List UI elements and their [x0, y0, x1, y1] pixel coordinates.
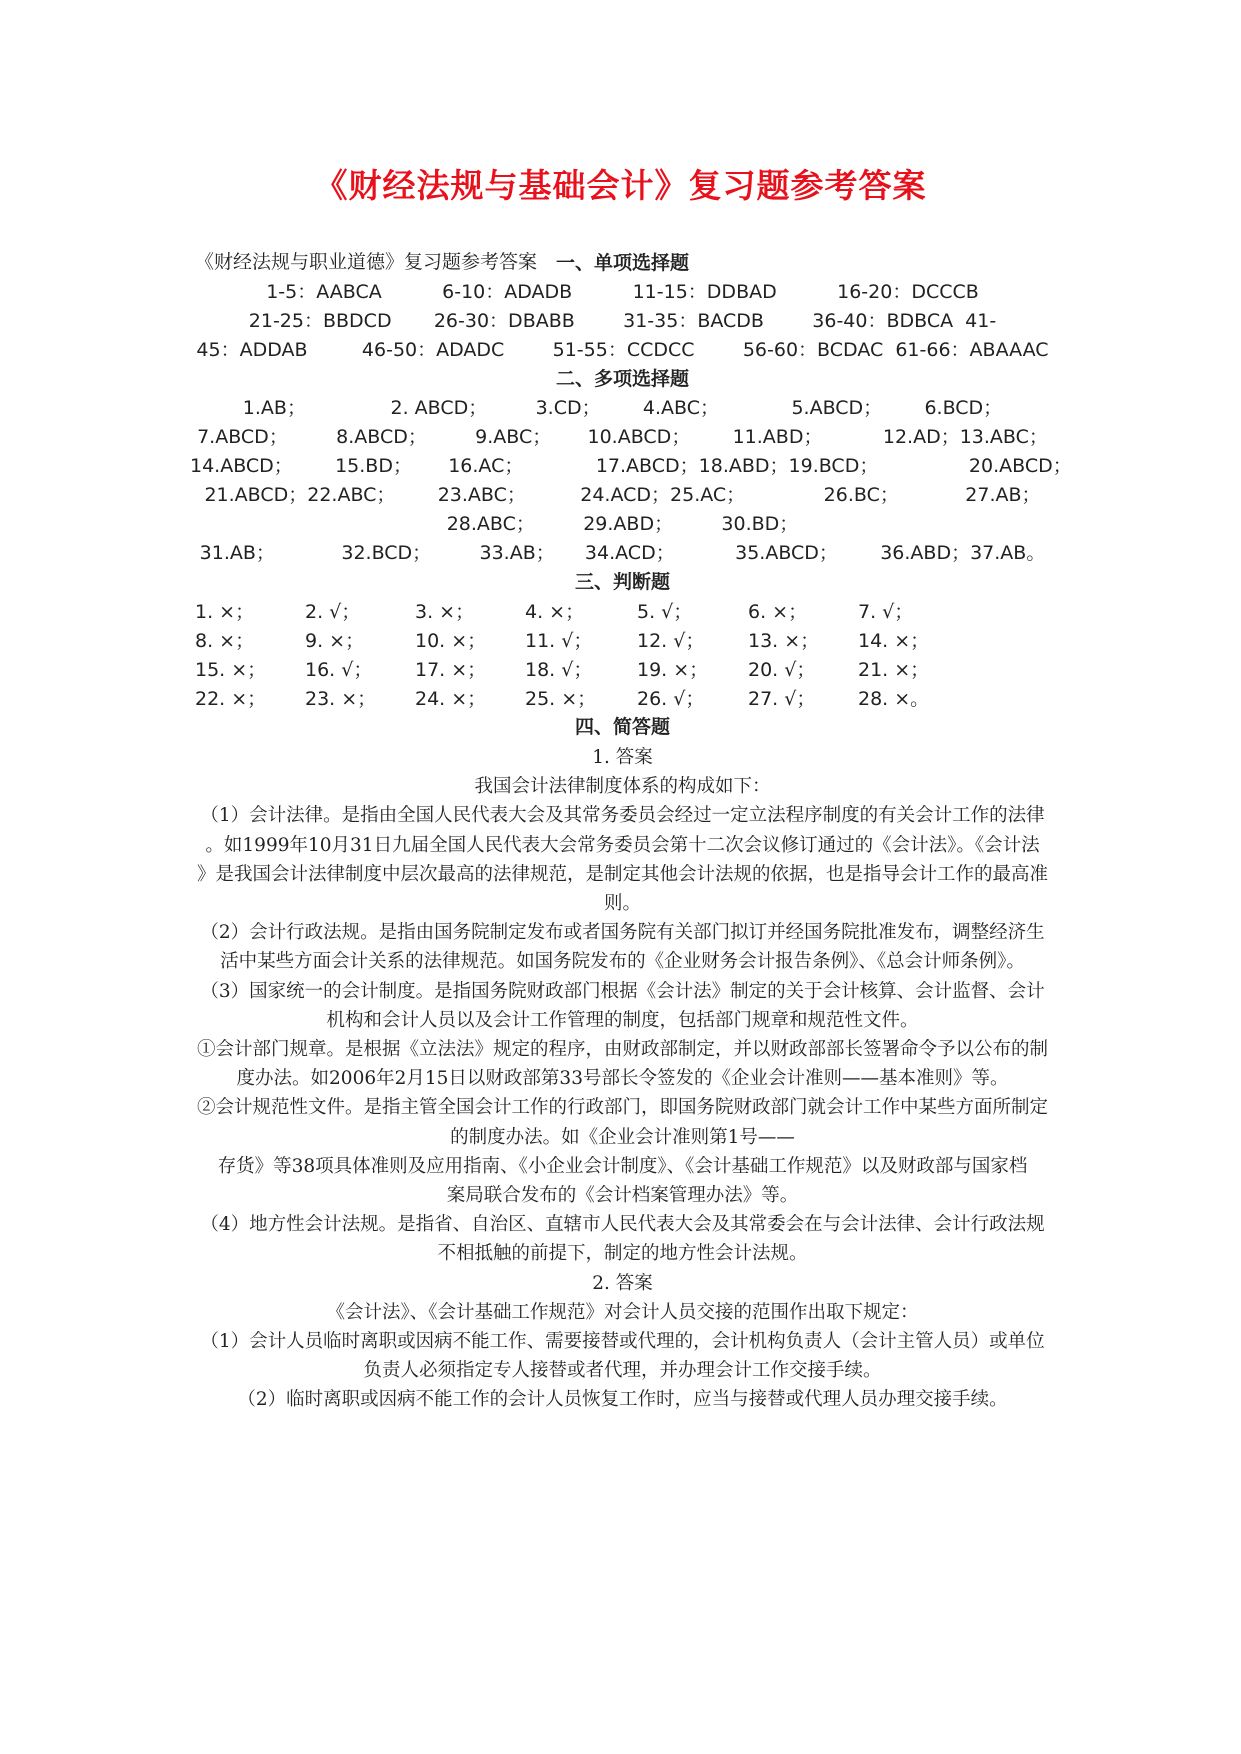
judge-answer-cell: 12. √； [637, 630, 705, 652]
judge-answer-cell: 17. ×； [415, 659, 487, 681]
short-answer-line: 《会计法》、《会计基础工作规范》对会计人员交接的范围作出取下规定： [326, 1301, 919, 1323]
document-title: 《财经法规与基础会计》复习题参考答案 [314, 166, 927, 205]
multi-answer-line: 28.ABC； 29.ABD； 30.BD； [446, 513, 799, 535]
judge-answer-cell: 14. ×； [858, 630, 930, 652]
short-answer-line: 不相抵触的前提下，制定的地方性会计法规。 [437, 1243, 808, 1265]
judge-answer-cell: 10. ×； [415, 630, 487, 652]
multi-answer-line: 1.AB； 2. ABCD； 3.CD； 4.ABC； 5.ABCD； 6.BCD； [242, 397, 1003, 419]
short-answer-line: 度办法。如2006年2月15日以财政部第33号部长令签发的《企业会计准则——基本准则》等。 [236, 1068, 1009, 1090]
judge-answer-cell: 24. ×； [415, 688, 487, 710]
short-answer-line: 我国会计法律制度体系的构成如下： [474, 776, 771, 798]
section-heading-judge: 三、判断题 [574, 571, 670, 593]
judge-answer-cell: 28. ×。 [858, 688, 930, 710]
short-answer-line: 机构和会计人员以及会计工作管理的制度，包括部门规章和规范性文件。 [326, 1009, 919, 1031]
multi-answer-line: 14.ABCD； 15.BD； 16.AC； 17.ABCD；18.ABD；19.BCD； 20.ABCD； [190, 455, 1072, 477]
judge-answer-cell: 26. √； [637, 688, 705, 710]
short-answer-line: （2）临时离职或因病不能工作的会计人员恢复工作时，应当与接替或代理人员办理交接手续。 [237, 1389, 1008, 1411]
judge-answer-cell: 23. ×； [305, 688, 377, 710]
multi-answer-line: 7.ABCD； 8.ABCD； 9.ABC； 10.ABCD； 11.ABD； 12.AD；13.ABC； [197, 426, 1048, 448]
short-answer-line: ②会计规范性文件。是指主管全国会计工作的行政部门，即国务院财政部门就会计工作中某些方面所制定 [196, 1097, 1048, 1119]
judge-answer-cell: 20. √； [748, 659, 816, 681]
judge-answer-cell: 6. ×； [748, 601, 808, 623]
single-answer-line: 1-5：AABCA 6-10：ADADB 11-15：DDBAD 16-20：DCCCB [266, 281, 979, 303]
short-answer-line: 》是我国会计法律制度中层次最高的法律规范，是制定其他会计法规的依据，也是指导会计工作的最高准 [196, 863, 1048, 885]
short-answer-line: （1）会计法律。是指由全国人民代表大会及其常务委员会经过一定立法程序制度的有关会计工作的法律 [200, 805, 1045, 827]
short-answer-line: 案局联合发布的《会计档案管理办法》等。 [446, 1185, 799, 1206]
short-answer-line: 则。 [603, 893, 641, 914]
judge-answer-cell: 16. √； [305, 659, 373, 681]
single-answer-line: 21-25：BBDCD 26-30：DBABB 31-35：BACDB 36-40：BDBCA 41- [248, 310, 997, 332]
judge-answer-cell: 8. ×； [195, 630, 255, 652]
multi-answer-line: 31.AB； 32.BCD； 33.AB； 34.ACD； 35.ABCD； 36.ABD；37.AB。 [199, 542, 1046, 564]
judge-answer-cell: 4. ×； [525, 601, 585, 623]
short-answer-line: （1）会计人员临时离职或因病不能工作、需要接替或代理的，会计机构负责人（会计主管人员）或单位 [200, 1331, 1045, 1352]
single-answer-line: 45：ADDAB 46-50：ADADC 51-55：CCDCC 56-60：BCDAC 61-66：ABAAAC [196, 339, 1049, 361]
judge-answer-cell: 21. ×； [858, 659, 930, 681]
section-heading-single: 一、单项选择题 [555, 252, 689, 274]
short-answer-line: 活中某些方面会计关系的法律规范。如国务院发布的《企业财务会计报告条例》、《总会计师条例》。 [220, 951, 1025, 973]
judge-answer-cell: 9. ×； [305, 630, 365, 652]
short-answer-line: 负责人必须指定专人接替或者代理，并办理会计工作交接手续。 [363, 1360, 882, 1382]
judge-answer-cell: 27. √； [748, 688, 816, 710]
short-answer-line: 。如1999年10月31日九届全国人民代表大会常务委员会第十二次会议修订通过的《会计法》。《会计法 [205, 834, 1040, 856]
judge-answer-cell: 19. ×； [637, 659, 709, 681]
short-answer-line: 存货》等38项具体准则及应用指南、《小企业会计制度》、《会计基础工作规范》以及财政部与国家档 [217, 1155, 1028, 1177]
section-heading-short: 四、简答题 [574, 716, 670, 738]
judge-answer-cell: 11. √； [525, 630, 593, 652]
short-answer-line: 2. 答案 [592, 1272, 653, 1294]
judge-answer-cell: 25. ×； [525, 688, 597, 710]
short-answer-line: （3）国家统一的会计制度。是指国务院财政部门根据《会计法》制定的关于会计核算、会计监督、会计 [200, 980, 1045, 1002]
judge-answer-cell: 15. ×； [195, 659, 267, 681]
judge-answer-cell: 1. ×； [195, 601, 255, 623]
judge-answer-cell: 5. √； [637, 601, 693, 623]
multi-answer-line: 21.ABCD；22.ABC； 23.ABC； 24.ACD；25.AC； 26.BC； 27.AB； [204, 484, 1041, 506]
short-answer-line: （2）会计行政法规。是指由国务院制定发布或者国务院有关部门拟订并经国务院批准发布，调整经济生 [200, 922, 1045, 944]
short-answer-line: 的制度办法。如《企业会计准则第1号—— [450, 1126, 795, 1148]
document-subtitle: 《财经法规与职业道德》复习题参考答案 [195, 251, 538, 273]
short-answer-line: ①会计部门规章。是根据《立法法》规定的程序，由财政部制定，并以财政部部长签署命令予以公布的制 [196, 1039, 1048, 1060]
short-answer-line: （4）地方性会计法规。是指省、自治区、直辖市人民代表大会及其常委会在与会计法律、会计行政法规 [200, 1214, 1045, 1236]
judge-answer-cell: 2. √； [305, 601, 361, 623]
judge-answer-cell: 18. √； [525, 659, 593, 681]
judge-answer-cell: 3. ×； [415, 601, 475, 623]
short-answer-line: 1. 答案 [592, 747, 653, 768]
judge-answer-cell: 7. √； [858, 601, 914, 623]
section-heading-multi: 二、多项选择题 [555, 368, 689, 390]
judge-answer-cell: 22. ×； [195, 688, 267, 710]
judge-answer-cell: 13. ×； [748, 630, 820, 652]
